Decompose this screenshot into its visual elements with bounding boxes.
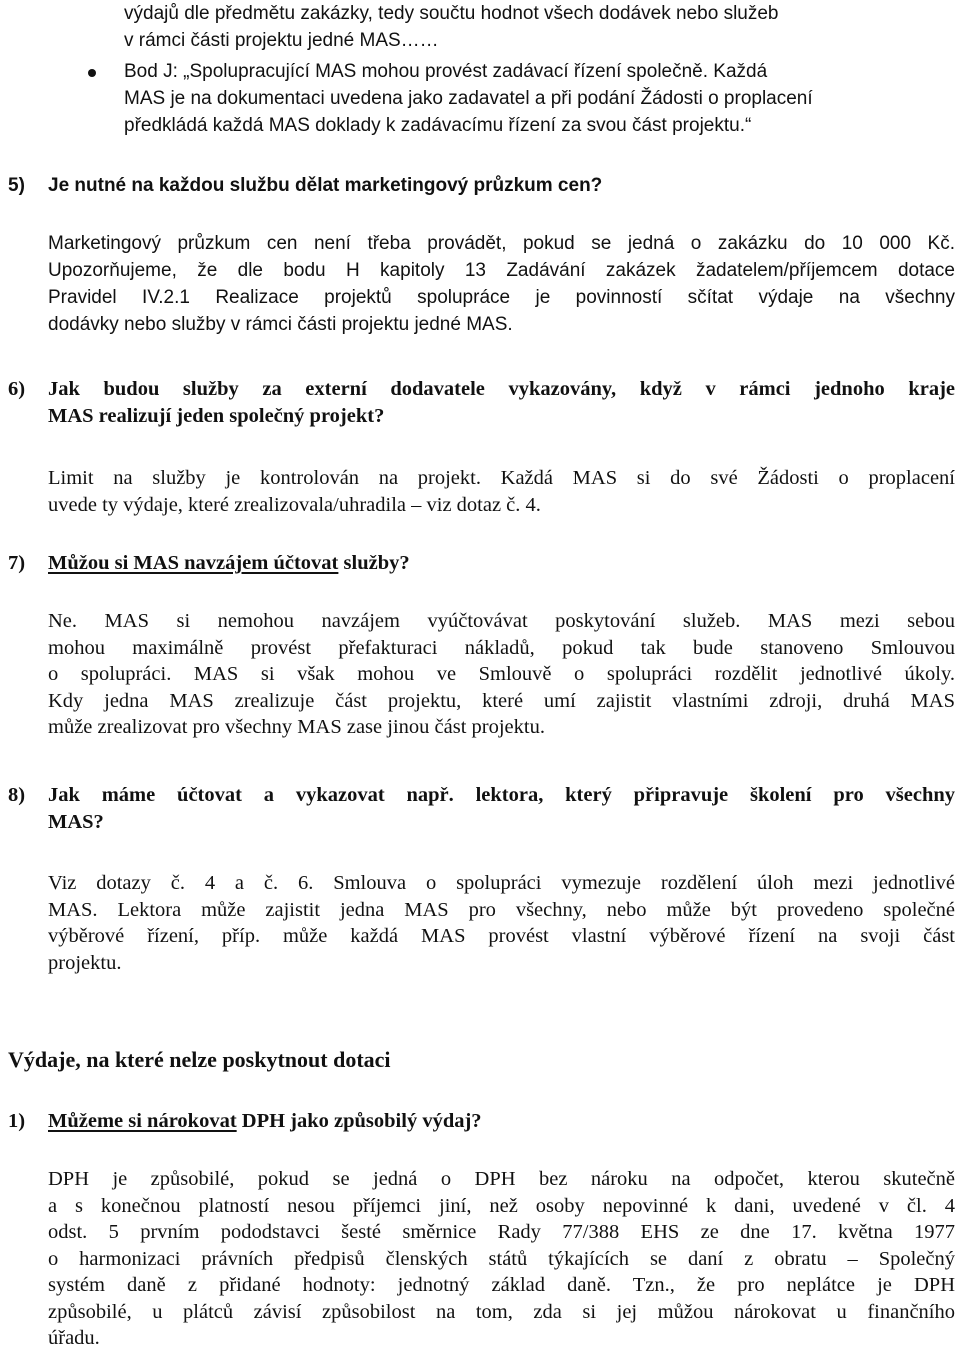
question-heading: [8, 172, 955, 199]
section-answer-1: [8, 1166, 955, 1352]
answer-6: [8, 465, 955, 518]
question-heading: [8, 1108, 955, 1135]
question-5: [8, 172, 955, 199]
question-number: 7): [8, 552, 26, 574]
text-line: Limit na služby je kontrolován na projekt. Každá MAS si do své Žádosti o proplacení: [48, 467, 955, 489]
text-line: Kdy jedna MAS zrealizuje část projektu, které umí zajistit vlastními zdroji, druhá MAS: [48, 689, 955, 712]
answer-text: [8, 465, 955, 518]
text-line: DPH je způsobilé, pokud se jedná o DPH bez nároku na odpočet, kterou skutečně: [48, 1168, 955, 1190]
text-line: Viz dotazy č. 4 a č. 6. Smlouva o spolupráci vymezuje rozdělení úloh mezi jednotlivé: [48, 872, 955, 894]
question-number: 5): [8, 175, 25, 196]
answer-7: [8, 608, 955, 741]
text-line: o harmonizaci právních předpisů členských států týkajících se daní z obratu – Společný: [48, 1247, 955, 1270]
bullet-item-continued: [48, 0, 960, 54]
text-line: v rámci části projektu jedné MAS……: [124, 30, 439, 51]
text-line: o spolupráci. MAS si však mohou ve Smlouvě o spolupráci rozdělit jednotlivé úkoly.: [48, 663, 955, 685]
answer-5: [8, 230, 955, 338]
question-7: [8, 550, 955, 577]
text-line: MAS je na dokumentaci uvedena jako zadavatel a při podání Žádosti o proplacení: [124, 88, 813, 109]
question-text: DPH jako způsobilý výdaj?: [236, 1110, 482, 1132]
bullet-item-bod-j: [48, 58, 960, 139]
text-line: může zrealizovat pro všechny MAS zase jinou část projektu.: [48, 716, 545, 738]
section-title: Výdaje, na které nelze poskytnout dotaci: [8, 1047, 391, 1072]
text-line: výběrové řízení, příp. může každá MAS provést vlastní výběrové řízení na svoji část: [48, 925, 955, 947]
answer-text: [8, 608, 955, 741]
question-text-line: Jak budou služby za externí dodavatele vykazovány, když v rámci jednoho kraje: [48, 378, 955, 400]
question-text-underlined: Můžeme si nárokovat: [48, 1110, 237, 1132]
text-line: mohou maximálně provést přefakturaci nákladů, pokud tak bude stanoveno Smlouvou: [48, 636, 955, 659]
text-line: systém daně z přidané hodnoty: jednotný základ daně. Tzn., že pro neplátce je DPH: [48, 1274, 955, 1296]
question-heading: [8, 782, 955, 835]
question-number: 8): [8, 784, 26, 806]
text-line: Ne. MAS si nemohou navzájem vyúčtovávat poskytování služeb. MAS mezi sebou: [48, 610, 955, 632]
text-line: Marketingový průzkum cen není třeba provádět, pokud se jedná o zakázku do 10 000 Kč.: [48, 233, 955, 254]
question-number: 6): [8, 378, 26, 400]
text-line: projektu.: [48, 951, 122, 974]
answer-text: [8, 870, 955, 976]
text-line: MAS. Lektora může zajistit jedna MAS pro všechny, nebo může být provedeno společné: [48, 898, 955, 921]
section-question-1: [8, 1108, 955, 1135]
text-line: způsobilé, u plátců závisí způsobilost na tom, zda si jej můžou nárokovat u finančního: [48, 1300, 955, 1323]
question-text-line: MAS?: [48, 810, 104, 833]
text-line: úřadu.: [48, 1327, 100, 1349]
text-line: výdajů dle předmětu zakázky, tedy součtu hodnot všech dodávek nebo služeb: [124, 3, 779, 24]
text-line: předkládá každá MAS doklady k zadávacímu řízení za svou část projektu.“: [124, 115, 752, 136]
question-number: 1): [8, 1110, 26, 1132]
question-text-line: Jak máme účtovat a vykazovat např. lektora, který připravuje školení pro všechny: [48, 784, 955, 806]
bullet-list: [48, 0, 960, 139]
question-8: [8, 782, 955, 835]
question-text: služby?: [338, 552, 410, 574]
question-text-underlined: Můžou si MAS navzájem účtovat: [48, 552, 339, 574]
answer-text: [8, 230, 955, 338]
text-line: Pravidel IV.2.1 Realizace projektů spolupráce je povinností sčítat výdaje na všechny: [48, 287, 955, 308]
question-text-line: MAS realizují jeden společný projekt?: [48, 404, 385, 427]
bullet-dot-icon: [88, 69, 96, 77]
text-line: odst. 5 prvním pododstavci šesté směrnice Rady 77/388 EHS ze dne 17. května 1977: [48, 1221, 955, 1243]
text-line: Upozorňujeme, že dle bodu H kapitoly 13 Zadávání zakázek žadatelem/příjemcem dotace: [48, 260, 955, 281]
question-heading: [8, 550, 955, 577]
text-line: Bod J: „Spolupracující MAS mohou provést zadávací řízení společně. Každá: [124, 61, 768, 82]
answer-text: [8, 1166, 955, 1352]
text-line: uvede ty výdaje, které zrealizovala/uhradila – viz dotaz č. 4.: [48, 493, 541, 516]
answer-8: [8, 870, 955, 976]
text-line: dodávky nebo služby v rámci části projektu jedné MAS.: [48, 314, 513, 335]
question-text: Je nutné na každou službu dělat marketingový průzkum cen?: [48, 175, 603, 196]
text-line: a s konečnou platností nesou příjemci jiní, než osoby nepovinné k dani, uvedené v čl. 4: [48, 1194, 955, 1217]
question-6: [8, 376, 955, 429]
question-heading: [8, 376, 955, 429]
